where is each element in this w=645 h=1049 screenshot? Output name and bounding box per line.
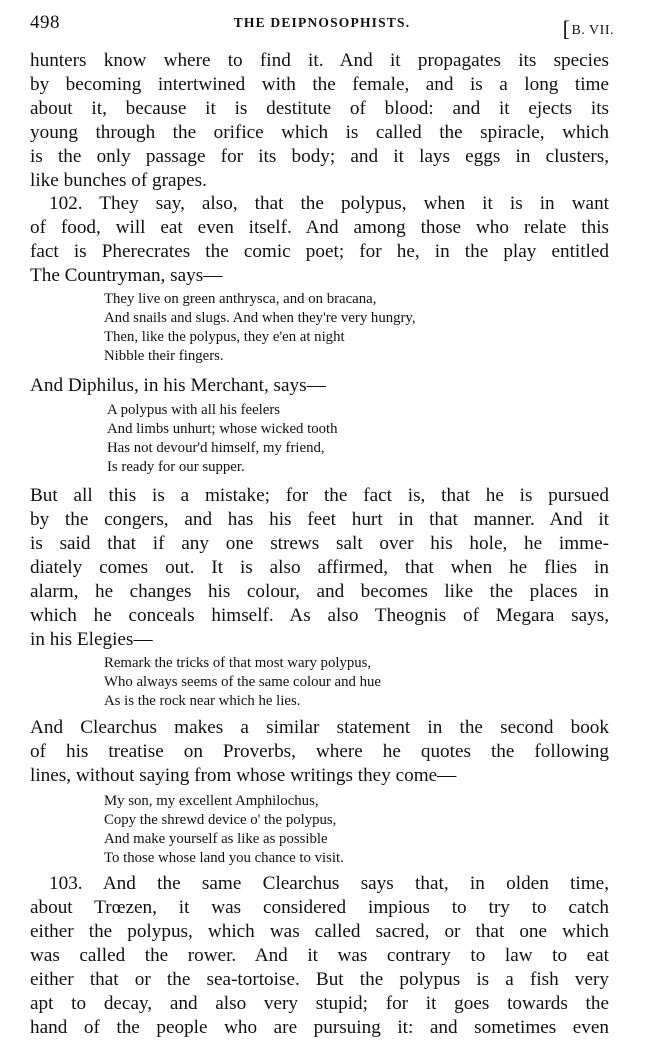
text-line: alarm, he changes his colour, and becomes like the places in <box>30 581 609 602</box>
text-line: apt to decay, and also very stupid; for it goes towards the <box>30 993 609 1014</box>
verse-line: Who always seems of the same colour and hue <box>104 674 381 690</box>
book-bracket: [ <box>562 16 571 41</box>
text-line: of his treatise on Proverbs, where he quotes the following <box>30 741 609 762</box>
text-line: hand of the people who are pursuing it: and sometimes even <box>30 1017 609 1038</box>
text-line: The Countryman, says— <box>30 265 223 286</box>
book-indicator <box>563 14 614 40</box>
text-line: of food, will eat even itself. And among those who relate this <box>30 217 609 238</box>
verse-line: To those whose land you chance to visit. <box>104 850 344 866</box>
verse-line: A polypus with all his feelers <box>107 402 281 418</box>
verse-line: Then, like the polypus, they e'en at night <box>104 329 345 345</box>
text-line: is said that if any one strews salt over his hole, he imme- <box>30 533 609 554</box>
text-line: And Diphilus, in his Merchant, says— <box>30 375 326 396</box>
text-line: which he conceals himself. As also Theognis of Megara says, <box>30 605 609 626</box>
text-line: by the congers, and has his feet hurt in that manner. And it <box>30 509 609 530</box>
text-line: either the polypus, which was called sacred, or that one which <box>30 921 609 942</box>
text-line: either that or the sea-tortoise. But the polypus is a fish very <box>30 969 609 990</box>
verse-line: As is the rock near which he lies. <box>104 693 301 709</box>
text-line: diately comes out. It is also affirmed, that when he flies in <box>30 557 609 578</box>
text-line: by becoming intertwined with the female, and is a long time <box>30 74 609 95</box>
verse-line: My son, my excellent Amphilochus, <box>104 793 319 809</box>
text-line: about it, because it is destitute of blood: and it ejects its <box>30 98 609 119</box>
running-header <box>30 12 614 41</box>
text-line: in his Elegies— <box>30 629 153 650</box>
text-line: fact is Pherecrates the comic poet; for he, in the play entitled <box>30 241 609 262</box>
section-start-line: 103. And the same Clearchus says that, in olden time, <box>49 873 609 894</box>
verse-line: Copy the shrewd device o' the polypus, <box>104 812 337 828</box>
text-line: young through the orifice which is called the spiracle, which <box>30 122 609 143</box>
verse-line: And limbs unhurt; whose wicked tooth <box>107 421 338 437</box>
text-line: about Trœzen, it was considered impious to try to catch <box>30 897 609 918</box>
running-title: THE DEIPNOSOPHISTS. <box>233 15 411 30</box>
verse-line: Has not devour'd himself, my friend, <box>107 440 325 456</box>
text-line: is the only passage for its body; and it lays eggs in clusters, <box>30 146 609 167</box>
verse-line: They live on green anthrysca, and on bracana, <box>104 291 377 307</box>
text-line: And Clearchus makes a similar statement in the second book <box>30 717 609 738</box>
text-line: like bunches of grapes. <box>30 170 207 191</box>
text-line: hunters know where to find it. And it propagates its species <box>30 50 609 71</box>
verse-line: Remark the tricks of that most wary polypus, <box>104 655 372 671</box>
section-start-line: 102. They say, also, that the polypus, when it is in want <box>49 193 609 214</box>
text-line: lines, without saying from whose writings they come— <box>30 765 457 786</box>
verse-line: Nibble their fingers. <box>104 348 224 364</box>
book-label: B. VII. <box>571 23 614 38</box>
text-line: was called the rower. And it was contrary to law to eat <box>30 945 609 966</box>
verse-line: And snails and slugs. And when they're very hungry, <box>104 310 416 326</box>
text-line: But all this is a mistake; for the fact is, that he is pursued <box>30 485 609 506</box>
page-number: 498 <box>30 12 60 33</box>
verse-line: Is ready for our supper. <box>107 459 245 475</box>
verse-line: And make yourself as like as possible <box>104 831 328 847</box>
